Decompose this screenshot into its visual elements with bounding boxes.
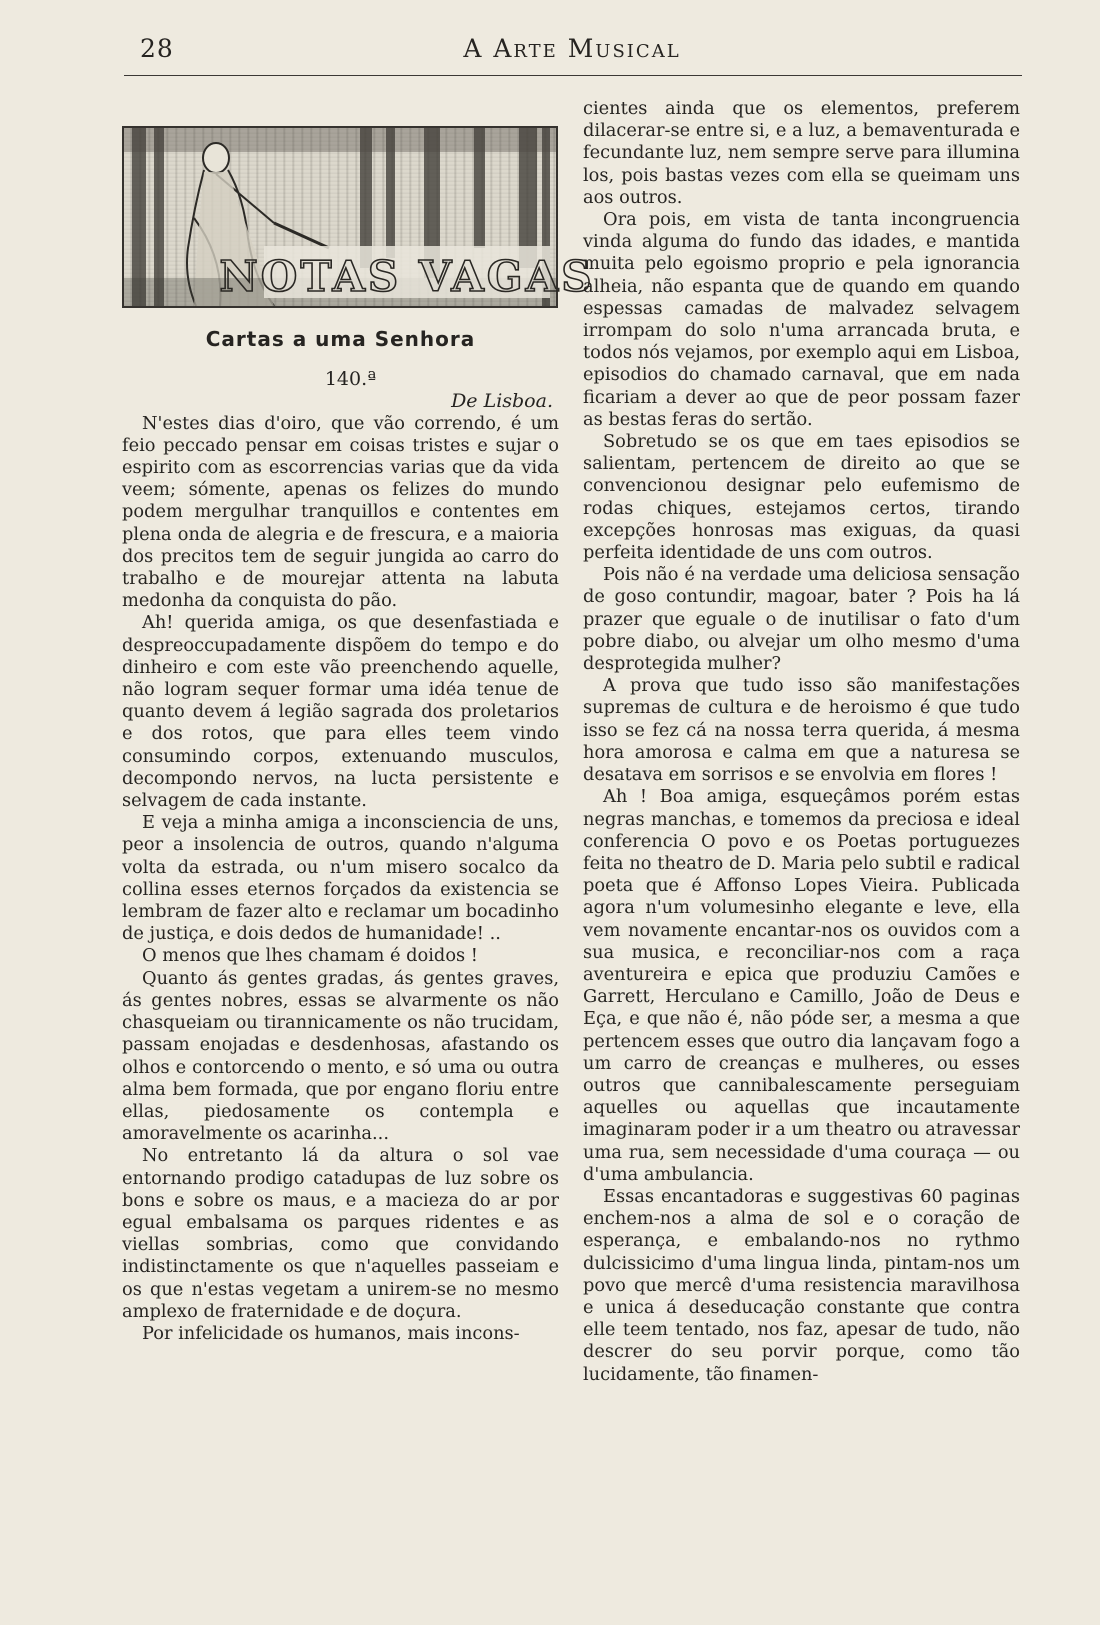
paragraph: Ah ! Boa amiga, esqueçâmos porém estas negras manchas, e tomemos da preciosa e ideal conferencia O povo e os Poetas portuguezes feita no theatro de D. Maria pelo subtil e radical poeta que é Affonso Lopes Vieira. Publicada agora n'um volumesinho elegante e leve, ella vem novamente encantar-nos os ouvidos com a sua musica, e reconciliar-nos com a raça aventureira e epica que produziu Camões e Garrett, Herculano e Camillo, João de Deus e Eça, e que não é, não póde ser, a mesma a que pertencem esses que outro dia lançavam fogo a um carro de creanças e mulheres, ou esses outros que cannibalescamente perseguiam aquelles ou aquellas que incautamente imaginaram poder ir a um theatro ou atravessar uma rua, sem necessidade d'uma couraça — ou d'uma ambulancia.	[583, 786, 1020, 1185]
page-number: 28	[140, 34, 174, 63]
paragraph: N'estes dias d'oiro, que vão correndo, é um feio peccado pensar em coisas tristes e sujar o espirito com as escorrencias varias que da vida veem; sómente, apenas os felizes do mundo podem mergulhar tranquillos e contentes em plena onda de alegria e de frescura, e a maioria dos precitos tem de seguir jungida ao carro do trabalho e de mourejar attenta na labuta medonha da conquista do pão.	[122, 412, 559, 612]
paragraph: No entretanto lá da altura o sol vae entornando prodigo catadupas de luz sobre os bons e sobre os maus, e a macieza do ar por egual embalsama os parques ridentes e as viellas sombrias, como que convidando indistinctamente os que n'aquelles passeiam e os que n'estas vegetam a unirem-se no mesmo amplexo de fraternidade e de doçura.	[122, 1145, 559, 1322]
left-column	[122, 126, 595, 1345]
header-rule	[124, 75, 1022, 76]
paragraph: Essas encantadoras e suggestivas 60 paginas enchem-nos a alma de sol e o coração de esperança, e embalando-nos no rythmo dulcissicimo d'uma lingua linda, pintam-nos um povo que mercê d'uma resistencia maravilhosa e unica á deseducação constante que contra elle teem tentado, nos faz, apesar de tudo, não descrer do seu porvir porque, como tão lucidamente, tão finamen-	[583, 1185, 1020, 1385]
right-column	[583, 98, 1020, 1386]
paragraph: E veja a minha amiga a inconsciencia de uns, peor a insolencia de outros, quando n'alguma volta da estrada, ou n'um misero socalco da collina esses eternos forçados da existencia se lembram de fazer alto e reclamar um bocadinho de justiça, e dois dedos de humanidade! ..	[122, 812, 559, 945]
article-title: Cartas a uma Senhora	[205, 327, 476, 351]
paragraph: Quanto ás gentes gradas, ás gentes graves, ás gentes nobres, essas se alvarmente os não chasqueiam ou tirannicamente os não trucidam, passam enojadas e desdenhosas, afastando os olhos e contorcendo o mento, e só uma ou outra alma bem formada, que por engano floriu entre ellas, piedosamente os contempla e amoravelmente os acarinha...	[122, 967, 559, 1145]
paragraph: A prova que tudo isso são manifestações supremas de cultura e de heroismo é que tudo isso se fez cá na nossa terra querida, á mesma hora amorosa e calma em que a naturesa se desatava em sorrisos e se envolvia em flores !	[583, 675, 1020, 786]
paragraph: Ah! querida amiga, os que desenfastiada e despreoccupadamente dispõem do tempo e do dinheiro e com este vão preenchendo aquelle, não logram sequer formar uma idéa tenue de quanto devem á legião sagrada dos proletarios e dos rotos, que para elles teem vindo consumindo corpos, extenuando musculos, decompondo nervos, na lucta persistente e selvagem de cada instante.	[122, 612, 559, 812]
paragraph: Pois não é na verdade uma deliciosa sensação de goso contundir, magoar, bater ? Pois ha lá prazer que eguale o de inutilisar o fato d'um pobre diabo, ou alvejar um olho mesmo d'uma desprotegida mulher?	[583, 564, 1020, 675]
journal-title: A Arte Musical	[463, 34, 681, 63]
illustration-caption: NOTAS VAGAS	[219, 252, 595, 301]
woodcut-woman-playing-pipe-in-forest-icon	[124, 128, 595, 306]
paragraph: Sobretudo se os que em taes episodios se salientam, pertencem de direito ao que se convencionou designar pelo eufemismo de rodas chiques, estejamos certos, tirando excepções honrosas mas exiguas, da quasi perfeita identidade de uns com outros.	[583, 431, 1020, 564]
letter-place: De Lisboa.	[451, 390, 553, 413]
paragraph: O menos que lhes chamam é doidos !	[142, 945, 478, 967]
paragraph: Por infelicidade os humanos, mais incons-	[142, 1322, 520, 1344]
running-head	[122, 30, 1022, 66]
paragraph: Ora pois, em vista de tanta incongruencia vinda alguma do fundo das idades, e mantida muita pelo egoismo proprio e pela ignorancia alheia, não espanta que de quando em quando espessas camadas de malvadez selvagem irrompam do solo n'uma arrancada bruta, e todos nós vejamos, por exemplo aqui em Lisboa, episodios do chamado carnaval, que em nada ficariam a dever ao que de peor possam fazer as bestas feras do sertão.	[583, 209, 1020, 430]
letter-number: 140.ª	[324, 368, 377, 391]
paragraph: cientes ainda que os elementos, preferem dilacerar-se entre si, e a luz, a bemaventurada e fecundante luz, nem sempre serve para illumina los, pois bastas vezes com ella se queimam uns aos outros.	[583, 98, 1020, 208]
woodcut-illustration	[122, 126, 595, 308]
